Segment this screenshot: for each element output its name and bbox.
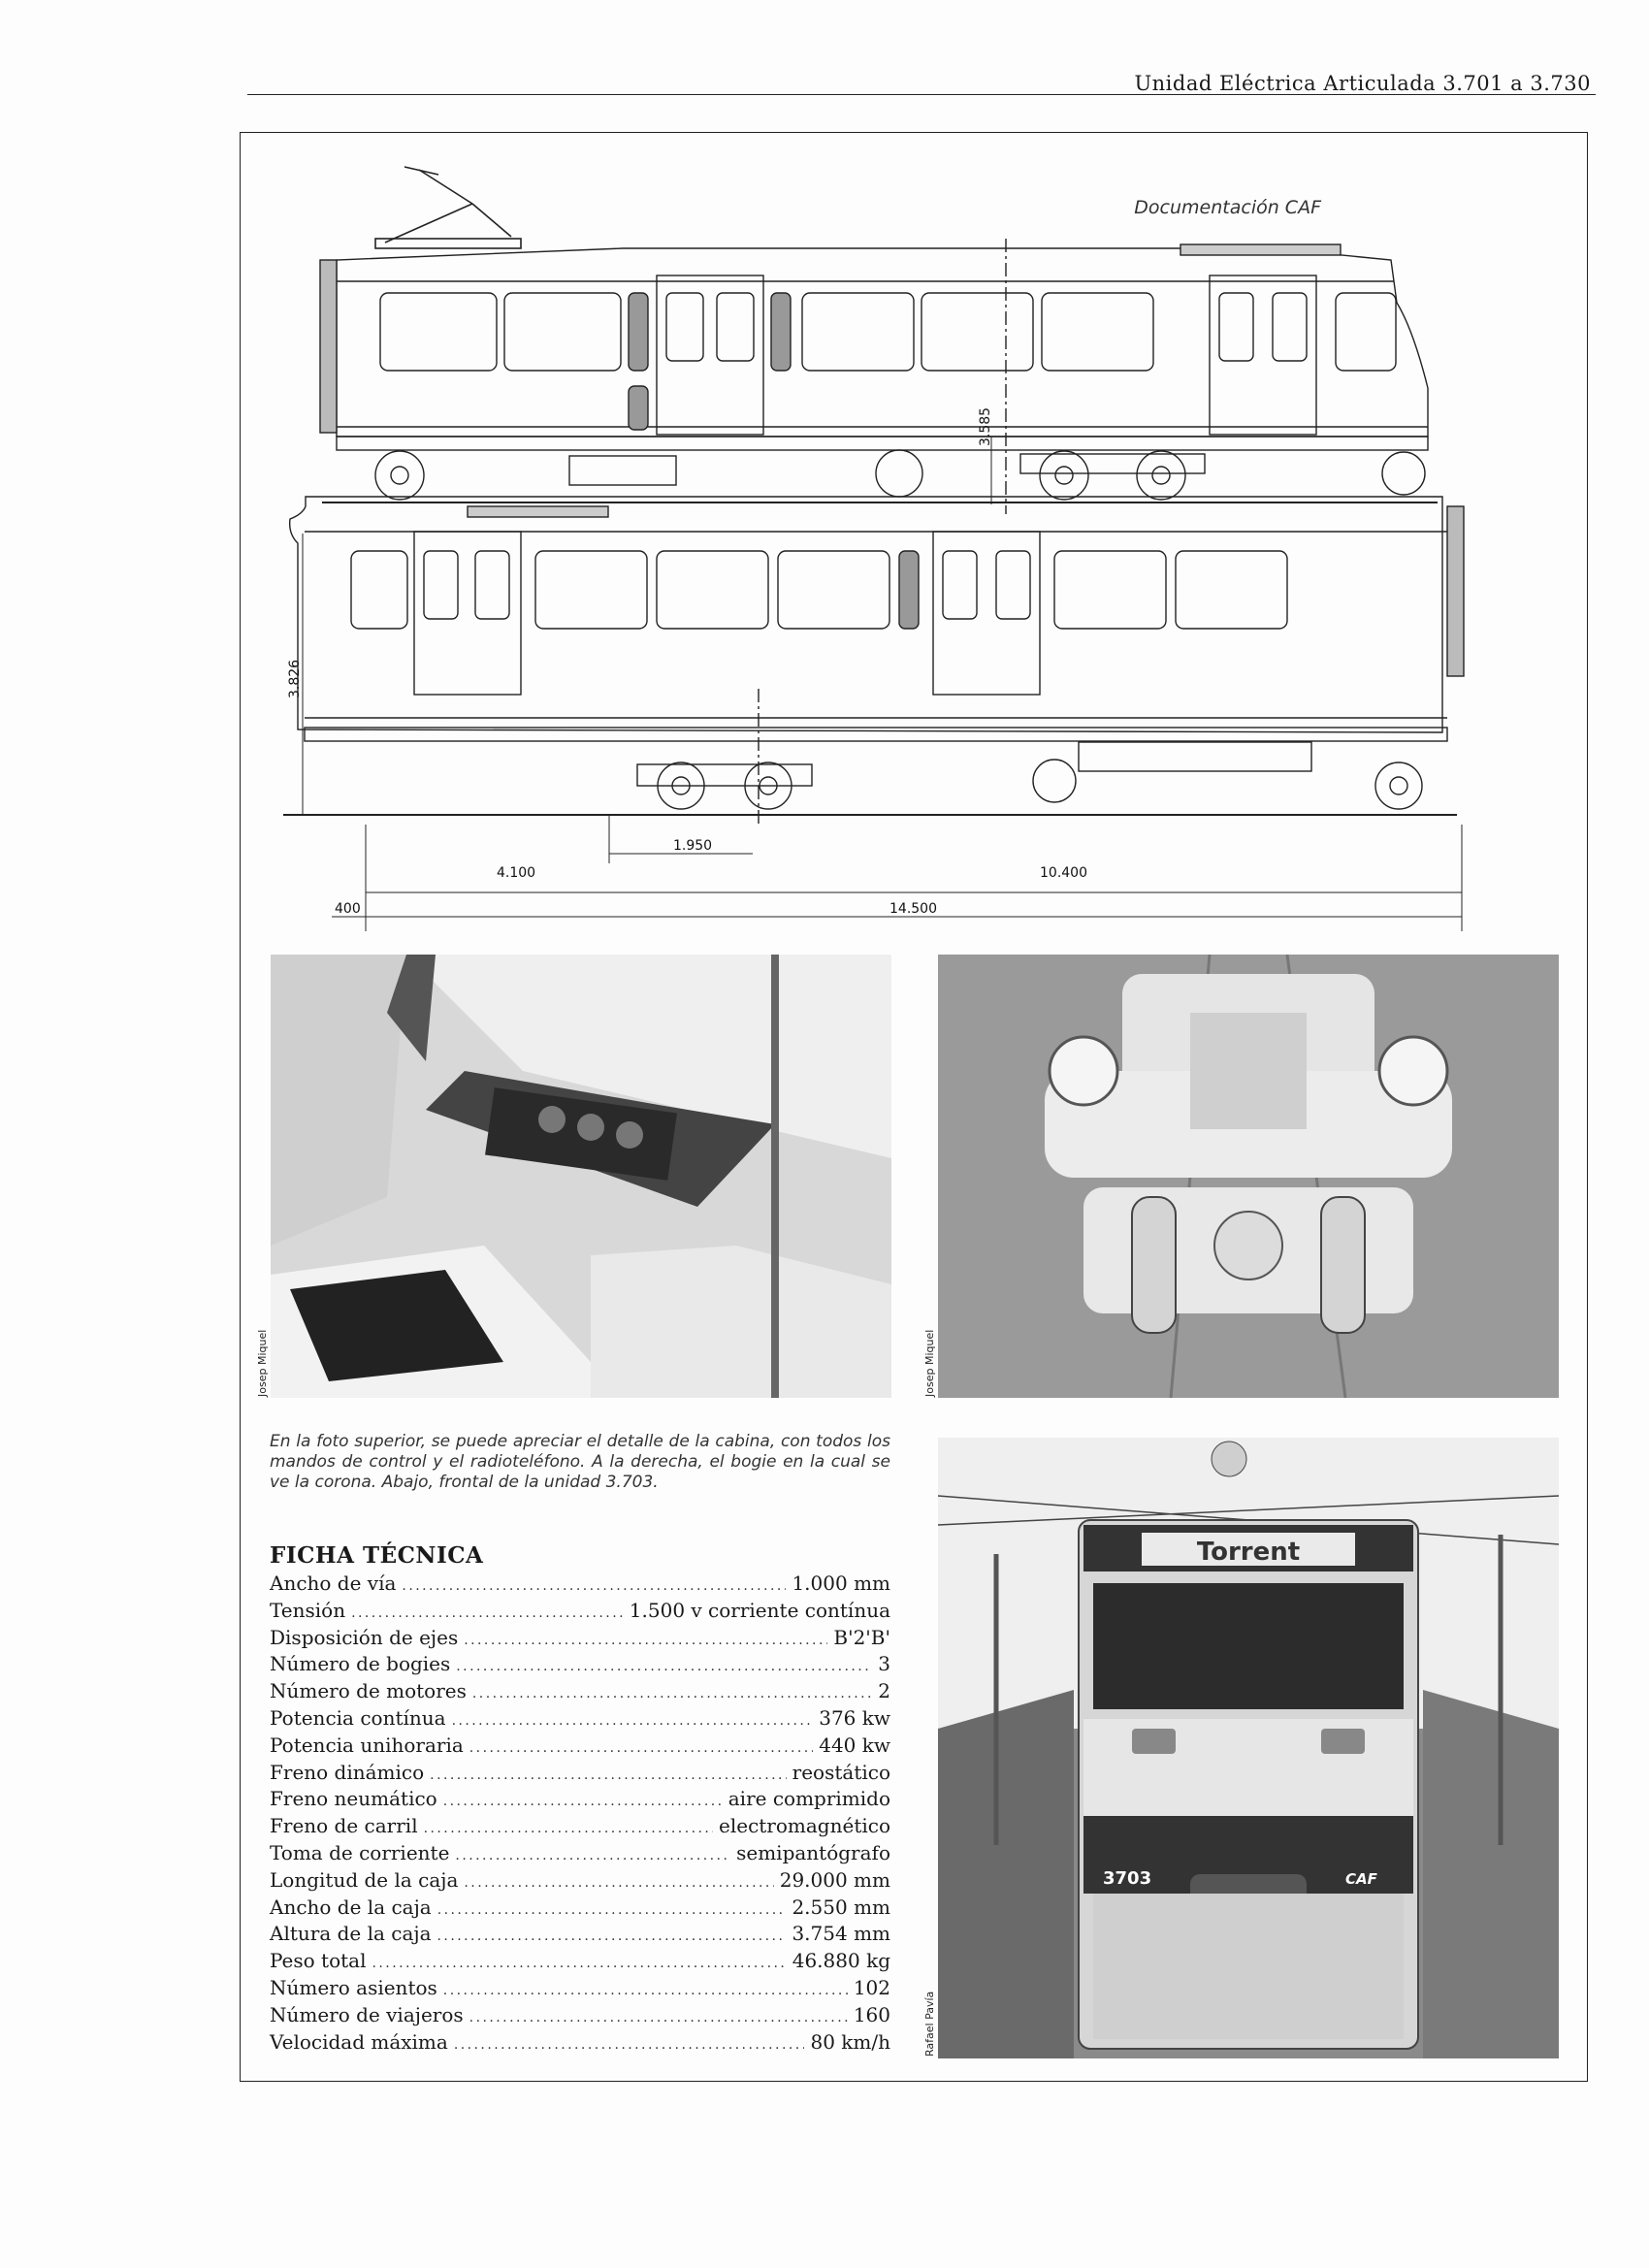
spec-row — [270, 1733, 890, 1760]
lower-windows — [351, 532, 1287, 695]
leader-dots — [452, 1705, 814, 1733]
running-header: Unidad Eléctrica Articulada 3.701 a 3.730 — [1134, 72, 1591, 95]
upper-windows — [380, 275, 1396, 435]
technical-drawing — [254, 146, 1476, 951]
leader-dots — [437, 1921, 787, 1948]
leader-dots — [372, 1948, 787, 1975]
spec-value: 376 kw — [819, 1705, 890, 1730]
spec-value: reostático — [792, 1760, 890, 1784]
upper-car-body — [337, 248, 1428, 437]
dim-span-b: 10.400 — [1040, 865, 1087, 881]
leader-dots — [443, 1786, 723, 1813]
technical-sheet-title: FICHA TÉCNICA — [270, 1542, 484, 1569]
cab-photo — [271, 955, 891, 1398]
unit-number: 3703 — [1103, 1868, 1152, 1889]
spec-row — [270, 2002, 890, 2029]
spec-value: 1.500 v corriente contínua — [629, 1598, 890, 1622]
leader-dots — [454, 2029, 805, 2057]
spec-value: semipantógrafo — [736, 1840, 890, 1864]
spec-row — [270, 1921, 890, 1948]
front-photo — [938, 1438, 1559, 2058]
spec-label: Número de motores — [270, 1679, 467, 1703]
spec-value: aire comprimido — [728, 1787, 890, 1811]
leader-dots — [402, 1571, 786, 1598]
upper-bogies — [375, 450, 1425, 500]
spec-row — [270, 1895, 890, 1922]
destination-sign: Torrent — [1196, 1538, 1301, 1567]
spec-row — [270, 1760, 890, 1787]
spec-label: Número de bogies — [270, 1652, 451, 1676]
cab-photo-credit: Josep Miquel — [256, 1329, 269, 1397]
spec-value: 102 — [853, 1975, 890, 1999]
spec-label: Longitud de la caja — [270, 1867, 459, 1892]
spec-label: Altura de la caja — [270, 1922, 432, 1946]
spec-row — [270, 1571, 890, 1598]
spec-label: Número de viajeros — [270, 2002, 464, 2026]
technical-sheet-rows — [270, 1571, 890, 2056]
spec-value: 2.550 mm — [792, 1895, 890, 1919]
spec-label: Número asientos — [270, 1975, 437, 1999]
dim-span-a: 4.100 — [497, 865, 536, 881]
spec-label: Velocidad máxima — [270, 2029, 448, 2054]
spec-row — [270, 1840, 890, 1867]
spec-value: 3.754 mm — [792, 1922, 890, 1946]
photo-caption: En la foto superior, se puede apreciar el detalle de la cabina, con todos los mandos de control y el radioteléfono. A la derecha, el bogie en la cual se ve la corona. Abajo, frontal de la unidad 3.703. — [270, 1432, 890, 1492]
spec-row — [270, 2029, 890, 2057]
leader-dots — [430, 1760, 786, 1787]
dim-total: 14.500 — [889, 901, 937, 917]
spec-value: 1.000 mm — [792, 1571, 890, 1595]
spec-row — [270, 1948, 890, 1975]
leader-dots — [456, 1651, 872, 1678]
spec-row — [270, 1705, 890, 1733]
spec-label: Freno de carril — [270, 1814, 418, 1838]
spec-value: B'2'B' — [833, 1625, 890, 1649]
spec-row — [270, 1867, 890, 1895]
spec-label: Tensión — [270, 1598, 346, 1622]
spec-value: 80 km/h — [810, 2029, 890, 2054]
spec-row — [270, 1651, 890, 1678]
leader-dots — [437, 1895, 787, 1922]
dim-overhang: 400 — [335, 901, 361, 917]
spec-value: 3 — [878, 1652, 890, 1676]
spec-value: 440 kw — [819, 1733, 890, 1757]
leader-dots — [455, 1840, 730, 1867]
leader-dots — [424, 1813, 713, 1840]
drawing-credit: Documentación CAF — [1134, 197, 1321, 218]
technical-sheet — [270, 1542, 890, 2056]
bogie-photo — [938, 955, 1559, 1398]
spec-value: electromagnético — [719, 1814, 890, 1838]
spec-row — [270, 1975, 890, 2002]
dim-h-left: 3.826 — [287, 659, 303, 698]
spec-label: Potencia contínua — [270, 1705, 446, 1730]
front-photo-credit: Rafael Pavía — [923, 1991, 936, 2057]
pantograph — [375, 167, 521, 248]
header-rule — [247, 94, 1596, 95]
spec-value: 46.880 kg — [792, 1949, 890, 1973]
spec-label: Ancho de la caja — [270, 1895, 432, 1919]
spec-value: 29.000 mm — [779, 1867, 890, 1892]
spec-value: 160 — [853, 2002, 890, 2026]
leader-dots — [443, 1975, 848, 2002]
leader-dots — [469, 1733, 813, 1760]
dim-bogie: 1.950 — [673, 838, 713, 854]
spec-row — [270, 1786, 890, 1813]
lower-bogies — [637, 742, 1422, 809]
bogie-photo-credit: Josep Miquel — [923, 1329, 936, 1397]
spec-label: Peso total — [270, 1949, 367, 1973]
caf-logo: CAF — [1345, 1870, 1377, 1888]
spec-row — [270, 1598, 890, 1625]
leader-dots — [469, 2002, 848, 2029]
spec-row — [270, 1625, 890, 1652]
leader-dots — [464, 1625, 827, 1652]
spec-row — [270, 1678, 890, 1705]
spec-label: Ancho de vía — [270, 1571, 397, 1595]
spec-label: Freno dinámico — [270, 1760, 425, 1784]
spec-label: Toma de corriente — [270, 1840, 450, 1864]
leader-dots — [472, 1678, 872, 1705]
dim-h-top: 3.585 — [978, 406, 993, 446]
spec-row — [270, 1813, 890, 1840]
spec-label: Potencia unihoraria — [270, 1733, 464, 1757]
spec-value: 2 — [878, 1679, 890, 1703]
leader-dots — [464, 1867, 773, 1895]
leader-dots — [351, 1598, 624, 1625]
spec-label: Disposición de ejes — [270, 1625, 459, 1649]
spec-label: Freno neumático — [270, 1787, 437, 1811]
